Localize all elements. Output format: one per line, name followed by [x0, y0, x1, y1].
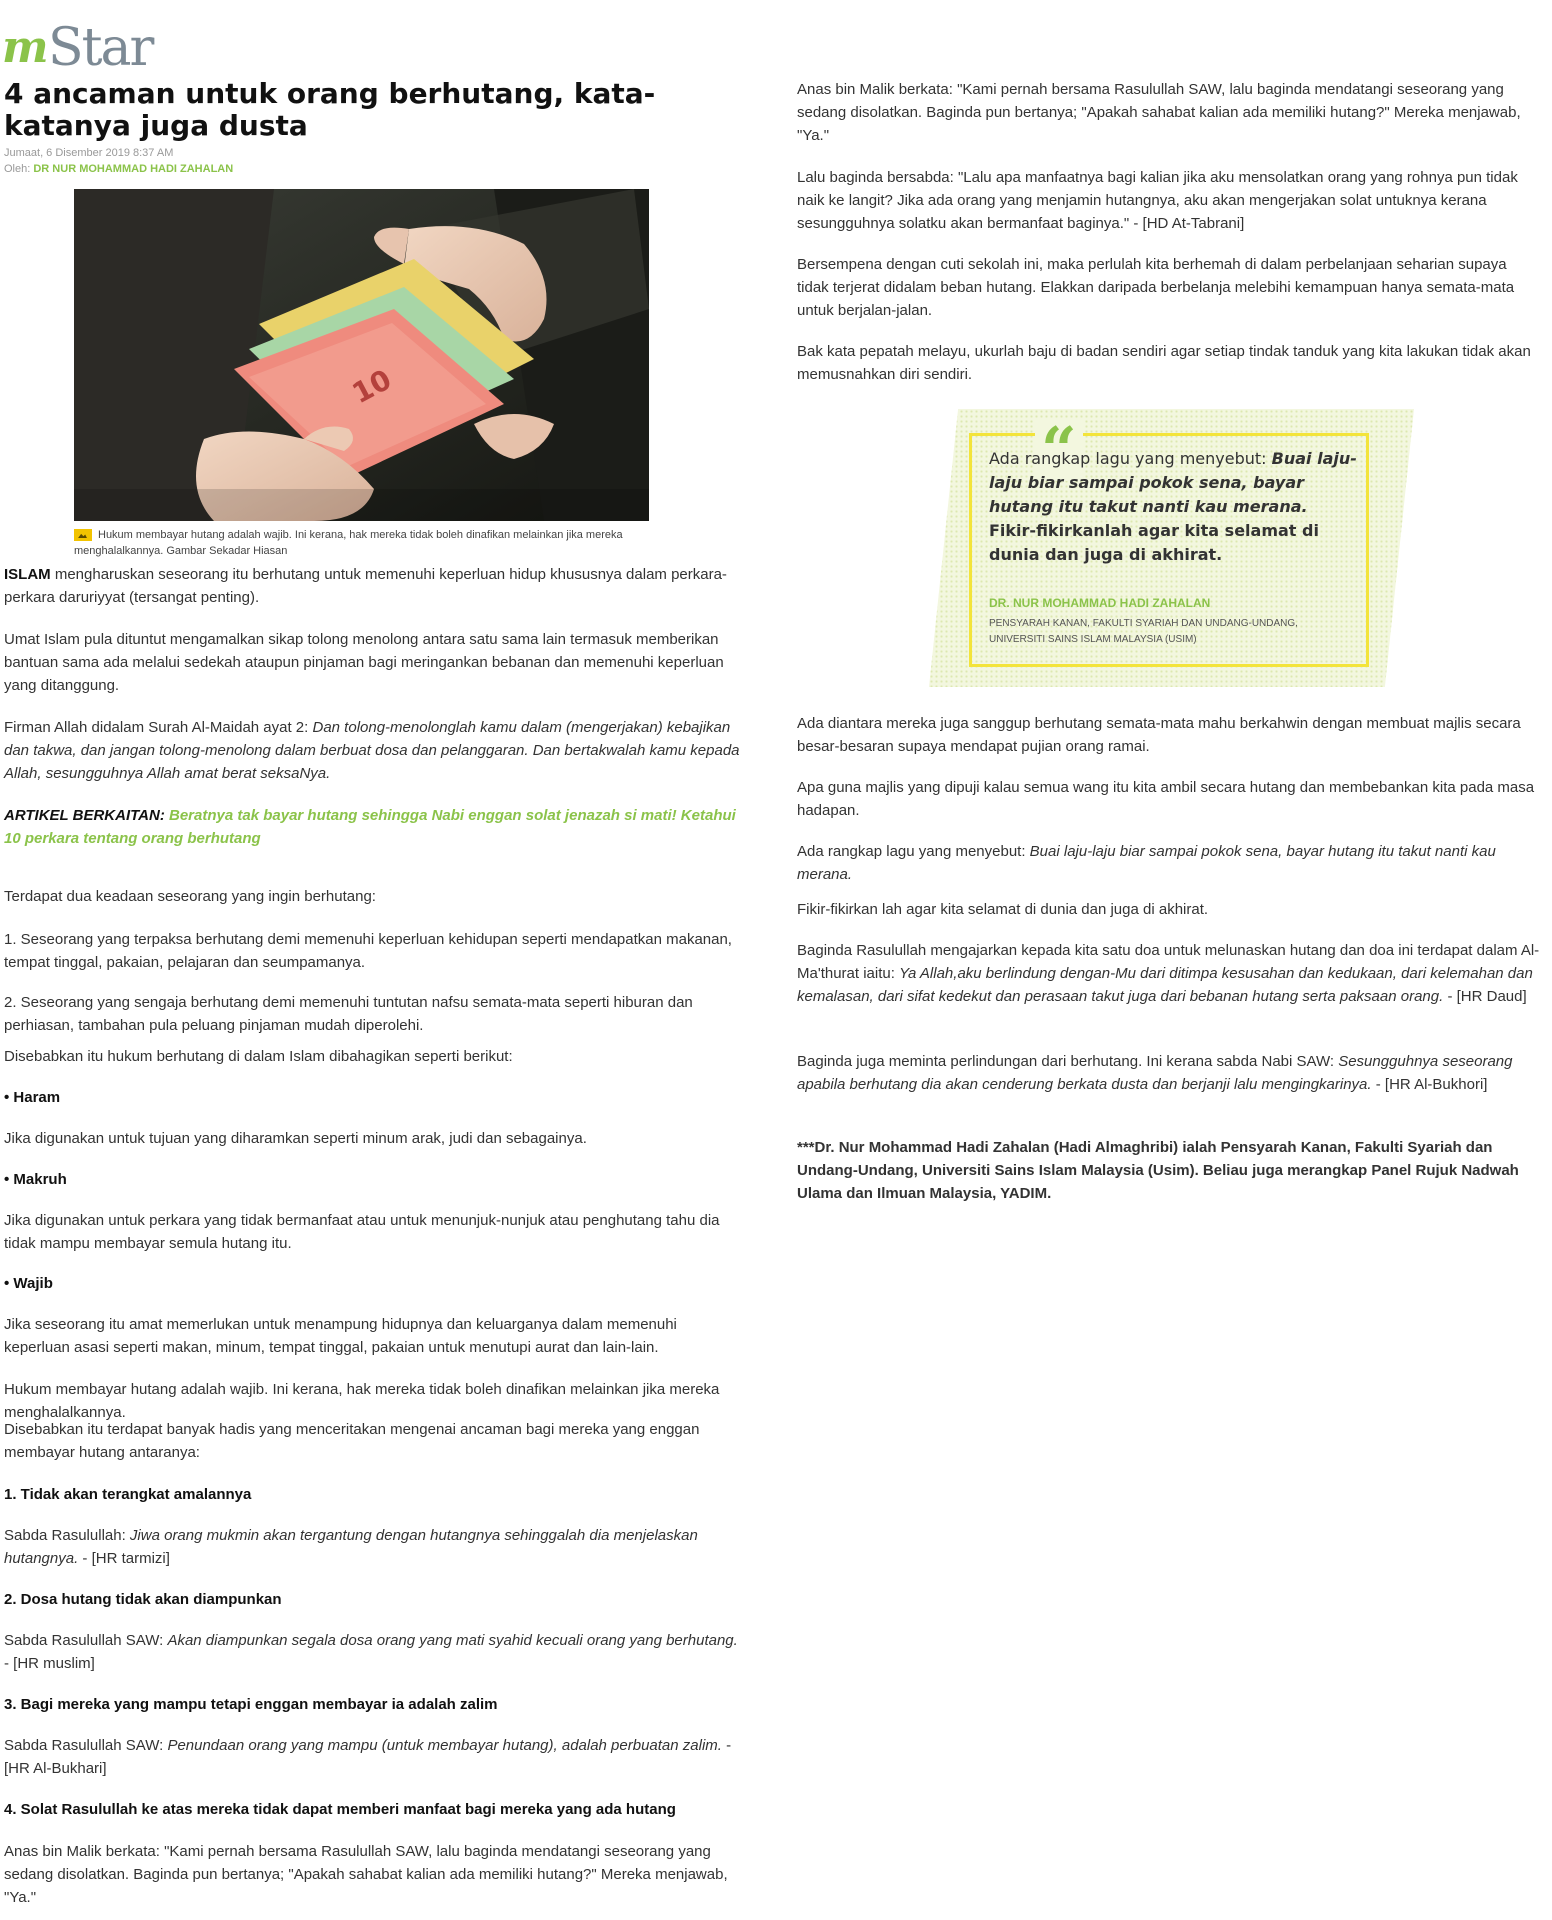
paragraph-intro [4, 563, 746, 609]
paragraph-rangkap-lagu [797, 840, 1542, 886]
paragraph-two-conditions: Terdapat dua keadaan seseorang yang ingin berhutang: [4, 888, 376, 905]
author-bio: ***Dr. Nur Mohammad Hadi Zahalan (Hadi Almaghribi) ialah Pensyarah Kanan, Fakulti Syariah dan Undang-Undang, Universiti Sains Islam Malaysia (Usim). Beliau juga merangkap Panel Rujuk Nadwah Ulama dan Ilmuan Malaysia, YADIM. [797, 1139, 1519, 1202]
firman-verse: Dan tolong-menolonglah kamu dalam (mengerjakan) kebajikan dan takwa, dan jangan tolong-menolong dalam berbuat dosa dan pelanggaran. Dan bertakwalah kamu kepada Allah, sesungguhnya Allah amat berat seksaNya. [4, 719, 740, 782]
paragraph-condition-2: 2. Seseorang yang sengaja berhutang demi memenuhi tuntutan nafsu semata-mata seperti hiburan dan perhiasan, tambahan pula peluang pinjaman mudah diperolehi. [4, 994, 693, 1034]
related-link[interactable]: Beratnya tak bayar hutang sehingga Nabi enggan solat jenazah si mati! Ketahui 10 perkara tentang orang berhutang [4, 807, 736, 847]
pull-quote-role: PENSYARAH KANAN, FAKULTI SYARIAH DAN UNDANG-UNDANG, UNIVERSITI SAINS ISLAM MALAYSIA (USIM) [989, 618, 1298, 645]
hadith-2-plain: Sabda Rasulullah SAW: [4, 1632, 168, 1649]
paragraph-wajib: Jika seseorang itu amat memerlukan untuk menampung hidupnya dan keluarganya dalam memenuhi keperluan asasi seperti makan, minum, tempat tinggal, pakaian untuk menutupi aurat dan lain-lain. [4, 1316, 677, 1356]
heading-threat-4-text: 4. Solat Rasulullah ke atas mereka tidak dapat memberi manfaat bagi mereka yang ada hutang [4, 1801, 676, 1818]
money-hands-image [74, 189, 649, 521]
quote-plain: Ada rangkap lagu yang menyebut: [989, 449, 1272, 468]
quote-italic: Buai laju-laju biar sampai pokok sena, bayar hutang itu takut nanti kau merana. [989, 449, 1357, 516]
paragraph-berkahwin: Ada diantara mereka juga sanggup berhutang semata-mata mahu berkahwin dengan membuat majlis secara besar-besaran supaya mendapat pujian orang ramai. [797, 715, 1521, 755]
perlindungan-ref: - [HR Al-Bukhori] [1371, 1076, 1488, 1093]
article-title: 4 ancaman untuk orang berhutang, kata-katanya juga dusta [4, 77, 656, 142]
quote-mark-icon: “ [1035, 419, 1083, 481]
article-photo [74, 189, 649, 521]
doa-ref: - [HR Daud] [1443, 988, 1527, 1005]
hadith-2-ref: - [HR muslim] [4, 1655, 95, 1672]
doa-plain: Baginda Rasulullah mengajarkan kepada kita satu doa untuk melunaskan hutang dan doa ini terdapat dalam Al-Ma'thurat iaitu: [797, 942, 1540, 982]
hadith-2-text: Akan diampunkan segala dosa orang yang mati syahid kecuali orang yang berhutang. [167, 1632, 738, 1649]
hadith-1-plain: Sabda Rasulullah: [4, 1527, 130, 1544]
hadith-3-plain: Sabda Rasulullah SAW: [4, 1737, 168, 1754]
heading-haram [4, 1086, 746, 1109]
paragraph-doa [797, 939, 1542, 1008]
perlindungan-plain: Baginda juga meminta perlindungan dari berhutang. Ini kerana sabda Nabi SAW: [797, 1053, 1339, 1070]
author-link[interactable]: DR NUR MOHAMMAD HADI ZAHALAN [33, 163, 234, 175]
related-label: ARTIKEL BERKAITAN: [4, 807, 165, 824]
heading-haram-text: • Haram [4, 1089, 61, 1106]
paragraph-banyak-hadis: Disebabkan itu terdapat banyak hadis yang menceritakan mengenai ancaman bagi mereka yang enggan membayar hutang antaranya: [4, 1421, 700, 1461]
heading-threat-4 [4, 1798, 746, 1821]
paragraph-condition-1: 1. Seseorang yang terpaksa berhutang demi memenuhi keperluan kehidupan seperti mendapatkan makanan, tempat tinggal, pakaian, pelajaran dan seumpamanya. [4, 931, 732, 971]
hadith-1 [4, 1524, 746, 1570]
firman-plain: Firman Allah didalam Surah Al-Maidah ayat 2: [4, 719, 313, 736]
hadith-1-text: Jiwa orang mukmin akan tergantung dengan hutangnya sehinggalah dia menjelaskan hutangnya. [4, 1527, 698, 1567]
paragraph-apa-guna: Apa guna majlis yang dipuji kalau semua wang itu kita ambil secara hutang dan membebankan kita pada masa hadapan. [797, 779, 1535, 819]
article-date: Jumaat, 6 Disember 2019 8:37 AM [4, 147, 174, 159]
hadith-2 [4, 1629, 746, 1675]
paragraph-fikir: Fikir-fikirkan lah agar kita selamat di dunia dan juga di akhirat. [797, 901, 1209, 918]
related-article [4, 804, 746, 850]
heading-threat-1-text: 1. Tidak akan terangkat amalannya [4, 1486, 252, 1503]
byline-prefix: Oleh: [4, 163, 34, 175]
paragraph-lalu-baginda: Lalu baginda bersabda: "Lalu apa manfaatnya bagi kalian jika aku mensolatkan orang yang rohnya pun tidak naik ke langit? Jika ada orang yang menjamin hutangnya, aku akan mengerjakan solat untuknya kerana sesungguhnya solatku akan bermanfaat baginya." - [HD At-Tabrani] [797, 169, 1518, 232]
paragraph-hukum-intro: Disebabkan itu hukum berhutang di dalam Islam dibahagikan seperti berikut: [4, 1048, 513, 1065]
pull-quote [929, 409, 1414, 687]
pull-quote-text [989, 447, 1359, 567]
intro-rest: mengharuskan seseorang itu berhutang untuk memenuhi keperluan hidup khususnya dalam perkara-perkara daruriyyat (tersangat penting). [4, 566, 727, 606]
heading-threat-3-text: 3. Bagi mereka yang mampu tetapi enggan membayar ia adalah zalim [4, 1696, 498, 1713]
rangkap-plain: Ada rangkap lagu yang menyebut: [797, 843, 1030, 860]
mstar-logo[interactable] [2, 18, 202, 78]
paragraph-hukum-bayar: Hukum membayar hutang adalah wajib. Ini kerana, hak mereka tidak boleh dinafikan melainkan jika mereka menghalalkannya. [4, 1381, 720, 1421]
logo-m: m [2, 22, 49, 73]
article-byline [4, 163, 233, 175]
intro-lead: ISLAM [4, 566, 51, 583]
heading-threat-2-text: 2. Dosa hutang tidak akan diampunkan [4, 1591, 282, 1608]
heading-threat-3 [4, 1693, 746, 1716]
heading-threat-2 [4, 1588, 746, 1611]
doa-italic: Ya Allah,aku berlindung dengan-Mu dari ditimpa kesusahan dan kedukaan, dari kelemahan dan kemalasan, dari sifat kedekut dan perasaan takut juga dari bebanan hutang serta paksaan orang. [797, 965, 1533, 1005]
paragraph-cuti-sekolah: Bersempena dengan cuti sekolah ini, maka perlulah kita berhemah di dalam perbelanjaan seharian supaya tidak terjerat didalam beban hutang. Elakkan daripada berbelanja melebihi kemampuan hanya semata-mata untuk berjalan-jalan. [797, 256, 1515, 319]
paragraph-makruh: Jika digunakan untuk perkara yang tidak bermanfaat atau untuk menunjuk-nunjuk atau penghutang tahu dia tidak mampu membayar semula hutang itu. [4, 1212, 720, 1252]
caption-text: Hukum membayar hutang adalah wajib. Ini kerana, hak mereka tidak boleh dinafikan melainkan jika mereka menghalalkannya. Gambar Sekadar Hiasan [74, 529, 623, 557]
heading-wajib-text: • Wajib [4, 1275, 53, 1292]
paragraph-anas-left: Anas bin Malik berkata: "Kami pernah bersama Rasulullah SAW, lalu baginda mendatangi seseorang yang sedang disolatkan. Baginda pun bertanya; "Apakah sahabat kalian ada memiliki hutang?" Mereka menjawab, "Ya." [4, 1843, 728, 1906]
svg-text:10: 10 [346, 362, 397, 411]
paragraph-pepatah: Bak kata pepatah melayu, ukurlah baju di badan sendiri agar setiap tindak tanduk yang kita lakukan tidak akan memusnahkan diri sendiri. [797, 343, 1531, 383]
paragraph-firman [4, 716, 746, 785]
heading-wajib [4, 1272, 746, 1295]
hadith-1-ref: - [HR tarmizi] [78, 1550, 170, 1567]
image-icon [74, 529, 92, 541]
heading-makruh-text: • Makruh [4, 1171, 67, 1188]
heading-makruh [4, 1168, 746, 1191]
heading-threat-1 [4, 1483, 746, 1506]
perlindungan-italic: Sesungguhnya seseorang apabila berhutang dia akan cenderung berkata dusta dan berjanji lalu mengingkarinya. [797, 1053, 1513, 1093]
hadith-3-ref: - [HR Al-Bukhari] [4, 1737, 732, 1777]
logo-star: Star [48, 18, 153, 78]
rangkap-italic: Buai laju-laju biar sampai pokok sena, bayar hutang itu takut nanti kau merana. [797, 843, 1496, 883]
paragraph-anas-right: Anas bin Malik berkata: "Kami pernah bersama Rasulullah SAW, lalu baginda mendatangi seseorang yang sedang disolatkan. Baginda pun bertanya; "Apakah sahabat kalian ada memiliki hutang?" Mereka menjawab, "Ya." [797, 81, 1521, 144]
hadith-3-text: Penundaan orang yang mampu (untuk membayar hutang), adalah perbuatan zalim. [167, 1737, 722, 1754]
photo-caption [74, 527, 664, 559]
pull-quote-author: DR. NUR MOHAMMAD HADI ZAHALAN [989, 596, 1211, 610]
paragraph-haram: Jika digunakan untuk tujuan yang diharamkan seperti minum arak, judi dan sebagainya. [4, 1130, 587, 1147]
paragraph-perlindungan [797, 1050, 1542, 1096]
hadith-3 [4, 1734, 746, 1780]
paragraph-tolong: Umat Islam pula dituntut mengamalkan sikap tolong menolong antara satu sama lain termasuk memberikan bantuan sama ada melalui sedekah ataupun pinjaman bagi meringankan bebanan dan memenuhi keperluan yang ditanggung. [4, 631, 724, 694]
quote-rest: Fikir-fikirkanlah agar kita selamat di dunia dan juga di akhirat. [989, 521, 1319, 564]
